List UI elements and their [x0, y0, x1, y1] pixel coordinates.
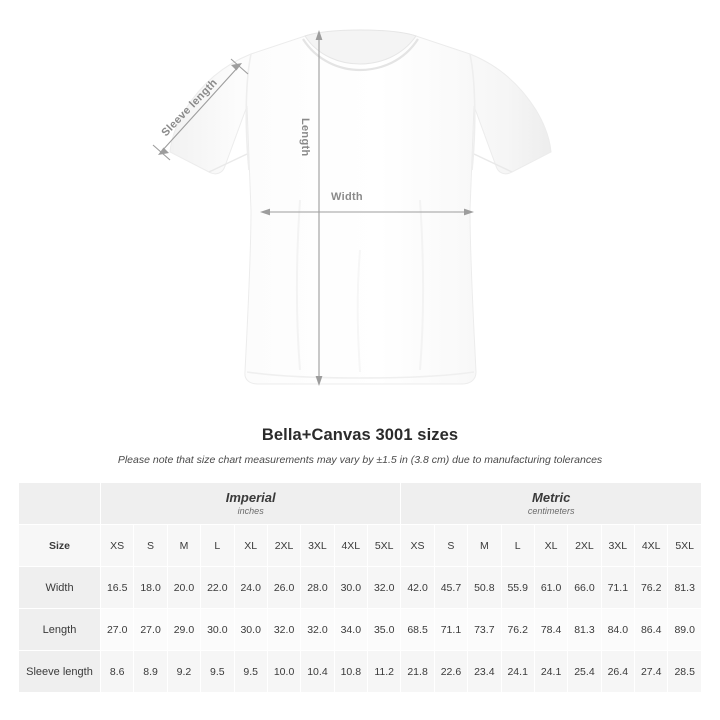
cell-sleeve-metric-l: 24.1: [501, 651, 534, 693]
size-header-row: [19, 525, 702, 567]
size-col-imperial-xs: XS: [101, 525, 134, 567]
cell-sleeve-metric-2xl: 25.4: [568, 651, 601, 693]
cell-width-metric-m: 50.8: [468, 567, 501, 609]
cell-length-metric-3xl: 84.0: [601, 609, 634, 651]
cell-width-metric-4xl: 76.2: [635, 567, 668, 609]
size-col-metric-xs: XS: [401, 525, 434, 567]
cell-length-imperial-4xl: 34.0: [334, 609, 367, 651]
cell-sleeve-imperial-l: 9.5: [201, 651, 234, 693]
cell-sleeve-imperial-m: 9.2: [167, 651, 200, 693]
size-header-label: Size: [19, 525, 101, 567]
size-col-imperial-5xl: 5XL: [368, 525, 401, 567]
page-title: Bella+Canvas 3001 sizes: [261, 426, 459, 444]
cell-width-imperial-3xl: 28.0: [301, 567, 334, 609]
size-col-imperial-m: M: [167, 525, 200, 567]
cell-width-metric-3xl: 71.1: [601, 567, 634, 609]
cell-sleeve-imperial-4xl: 10.8: [334, 651, 367, 693]
cell-sleeve-metric-5xl: 28.5: [668, 651, 702, 693]
cell-length-metric-4xl: 86.4: [635, 609, 668, 651]
cell-width-imperial-4xl: 30.0: [334, 567, 367, 609]
cell-width-imperial-s: 18.0: [134, 567, 167, 609]
row-label-sleeve-length: Sleeve length: [19, 651, 101, 693]
cell-length-metric-2xl: 81.3: [568, 609, 601, 651]
cell-length-metric-l: 76.2: [501, 609, 534, 651]
unit-group-imperial: [101, 483, 401, 525]
cell-width-imperial-xl: 24.0: [234, 567, 267, 609]
unit-group-metric-name: Metric: [532, 489, 571, 505]
size-col-imperial-2xl: 2XL: [267, 525, 300, 567]
cell-width-metric-2xl: 66.0: [568, 567, 601, 609]
cell-sleeve-imperial-2xl: 10.0: [267, 651, 300, 693]
unit-header-row: [19, 483, 702, 525]
size-col-metric-xl: XL: [534, 525, 567, 567]
cell-width-metric-xs: 42.0: [401, 567, 434, 609]
cell-length-imperial-3xl: 32.0: [301, 609, 334, 651]
cell-sleeve-metric-m: 23.4: [468, 651, 501, 693]
cell-width-imperial-l: 22.0: [201, 567, 234, 609]
cell-length-metric-5xl: 89.0: [668, 609, 702, 651]
size-col-metric-2xl: 2XL: [568, 525, 601, 567]
unit-group-metric: [401, 483, 702, 525]
width-dimension-label: Width: [331, 191, 363, 203]
cell-width-imperial-xs: 16.5: [101, 567, 134, 609]
cell-width-metric-s: 45.7: [434, 567, 467, 609]
cell-length-metric-s: 71.1: [434, 609, 467, 651]
cell-sleeve-imperial-s: 8.9: [134, 651, 167, 693]
table-row: [19, 567, 702, 609]
size-col-imperial-3xl: 3XL: [301, 525, 334, 567]
cell-sleeve-imperial-xs: 8.6: [101, 651, 134, 693]
page-subtitle: Please note that size chart measurements may vary by ±1.5 in (3.8 cm) due to manufacturing tolerances: [117, 454, 603, 466]
length-dimension-label: Length: [299, 118, 311, 157]
cell-sleeve-imperial-3xl: 10.4: [301, 651, 334, 693]
cell-sleeve-metric-xl: 24.1: [534, 651, 567, 693]
unit-group-metric-sub: centimeters: [527, 505, 575, 516]
row-label-length: Length: [19, 609, 101, 651]
size-col-imperial-l: L: [201, 525, 234, 567]
cell-length-imperial-5xl: 35.0: [368, 609, 401, 651]
cell-sleeve-metric-xs: 21.8: [401, 651, 434, 693]
cell-length-imperial-l: 30.0: [201, 609, 234, 651]
cell-width-imperial-m: 20.0: [167, 567, 200, 609]
cell-width-imperial-2xl: 26.0: [267, 567, 300, 609]
cell-length-metric-xs: 68.5: [401, 609, 434, 651]
cell-width-metric-5xl: 81.3: [668, 567, 702, 609]
cell-width-metric-xl: 61.0: [534, 567, 567, 609]
cell-sleeve-imperial-5xl: 11.2: [368, 651, 401, 693]
size-col-metric-m: M: [468, 525, 501, 567]
size-table-wrapper: [0, 482, 720, 693]
cell-length-imperial-m: 29.0: [167, 609, 200, 651]
size-col-metric-4xl: 4XL: [635, 525, 668, 567]
cell-sleeve-metric-4xl: 27.4: [635, 651, 668, 693]
cell-width-imperial-5xl: 32.0: [368, 567, 401, 609]
row-label-width: Width: [19, 567, 101, 609]
size-col-metric-s: S: [434, 525, 467, 567]
size-chart-table: [18, 482, 702, 693]
cell-length-imperial-xl: 30.0: [234, 609, 267, 651]
sleeve-length-dimension-label: Sleeve length: [159, 76, 220, 139]
size-col-imperial-s: S: [134, 525, 167, 567]
cell-length-imperial-s: 27.0: [134, 609, 167, 651]
cell-width-metric-l: 55.9: [501, 567, 534, 609]
size-col-metric-5xl: 5XL: [668, 525, 702, 567]
table-corner-cell: [19, 483, 101, 525]
table-row: [19, 651, 702, 693]
size-col-imperial-xl: XL: [234, 525, 267, 567]
cell-length-metric-m: 73.7: [468, 609, 501, 651]
cell-sleeve-metric-s: 22.6: [434, 651, 467, 693]
cell-length-metric-xl: 78.4: [534, 609, 567, 651]
size-col-metric-l: L: [501, 525, 534, 567]
size-col-metric-3xl: 3XL: [601, 525, 634, 567]
cell-length-imperial-2xl: 32.0: [267, 609, 300, 651]
cell-sleeve-metric-3xl: 26.4: [601, 651, 634, 693]
cell-sleeve-imperial-xl: 9.5: [234, 651, 267, 693]
unit-group-imperial-name: Imperial: [225, 489, 276, 505]
size-col-imperial-4xl: 4XL: [334, 525, 367, 567]
table-row: [19, 609, 702, 651]
unit-group-imperial-sub: inches: [237, 505, 264, 516]
cell-length-imperial-xs: 27.0: [101, 609, 134, 651]
